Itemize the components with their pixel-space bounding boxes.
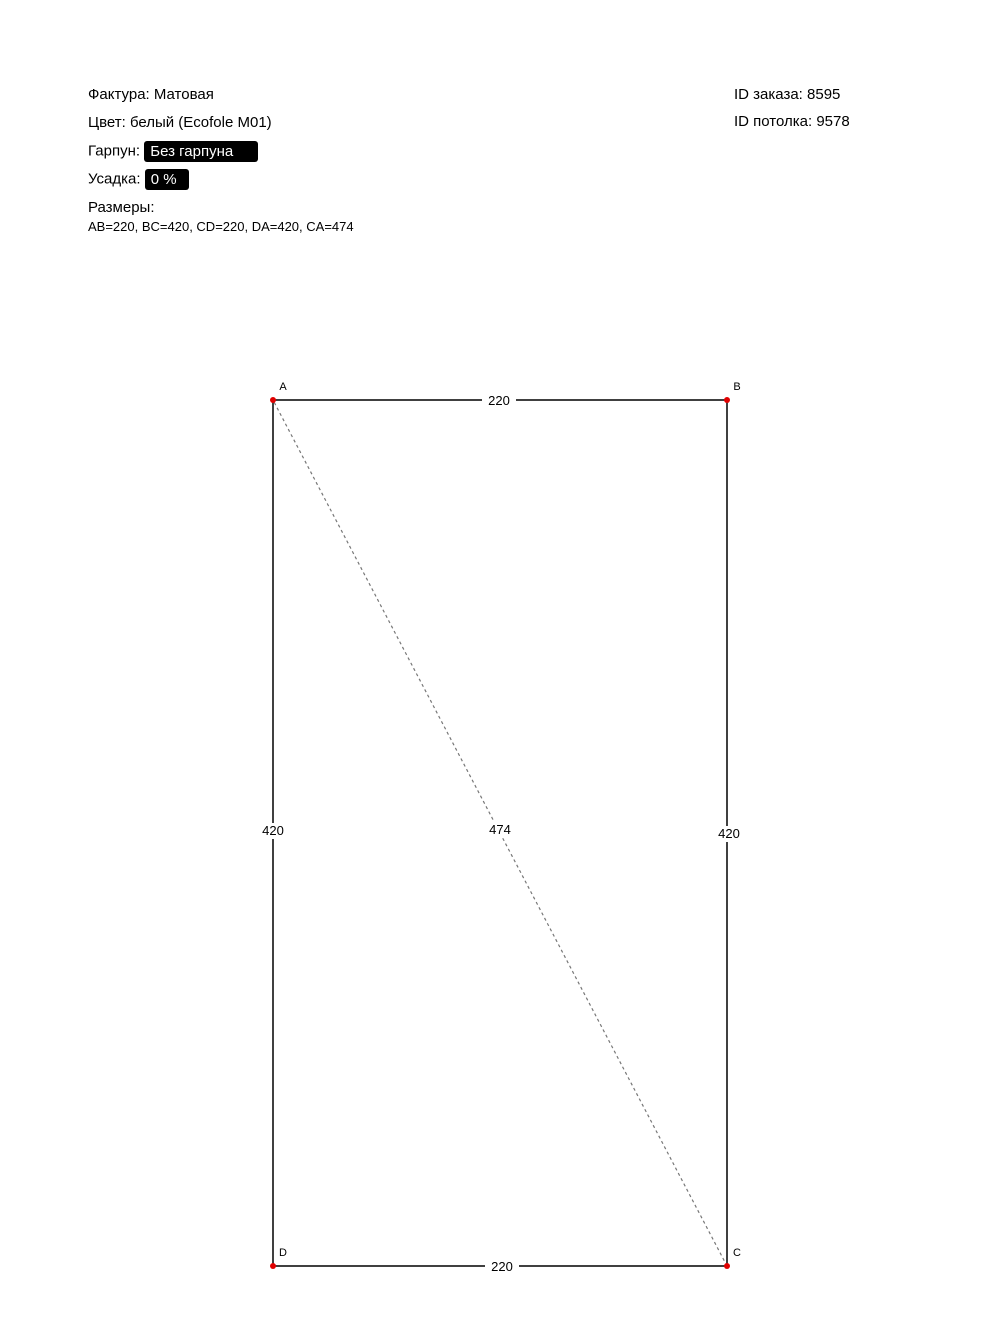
sizes-label: Размеры:: [88, 199, 155, 216]
edge-length-CD: 220: [491, 1259, 513, 1274]
edge-length-AB: 220: [488, 393, 510, 408]
edge-length-DA: 420: [262, 823, 284, 838]
color-label: Цвет:: [88, 114, 126, 131]
vertex-B: [724, 397, 730, 403]
harpoon-label: Гарпун:: [88, 142, 141, 160]
shrink-label: Усадка:: [88, 170, 141, 188]
vertex-label-B: B: [733, 381, 741, 393]
vertex-label-A: A: [279, 381, 287, 393]
diagonal-length-CA: 474: [489, 822, 511, 837]
order-id-value: 8595: [807, 86, 841, 103]
vertex-C: [724, 1263, 730, 1269]
harpoon-badge: Без гарпуна: [144, 141, 258, 162]
edge-length-BC: 420: [718, 826, 740, 841]
vertex-A: [270, 397, 276, 403]
vertex-D: [270, 1263, 276, 1269]
vertex-label-D: D: [279, 1247, 287, 1259]
ceiling-id-label: ID потолка:: [734, 113, 813, 130]
sizes-value: AB=220, BC=420, CD=220, DA=420, CA=474: [88, 219, 354, 234]
vertex-label-C: C: [733, 1247, 741, 1259]
texture-value: Матовая: [153, 86, 214, 103]
order-id-label: ID заказа:: [734, 86, 803, 103]
shrink-badge: 0 %: [145, 169, 189, 190]
color-value: белый (Ecofole M01): [129, 114, 272, 131]
texture-label: Фактура:: [88, 86, 150, 103]
ceiling-id-value: 9578: [816, 113, 850, 130]
